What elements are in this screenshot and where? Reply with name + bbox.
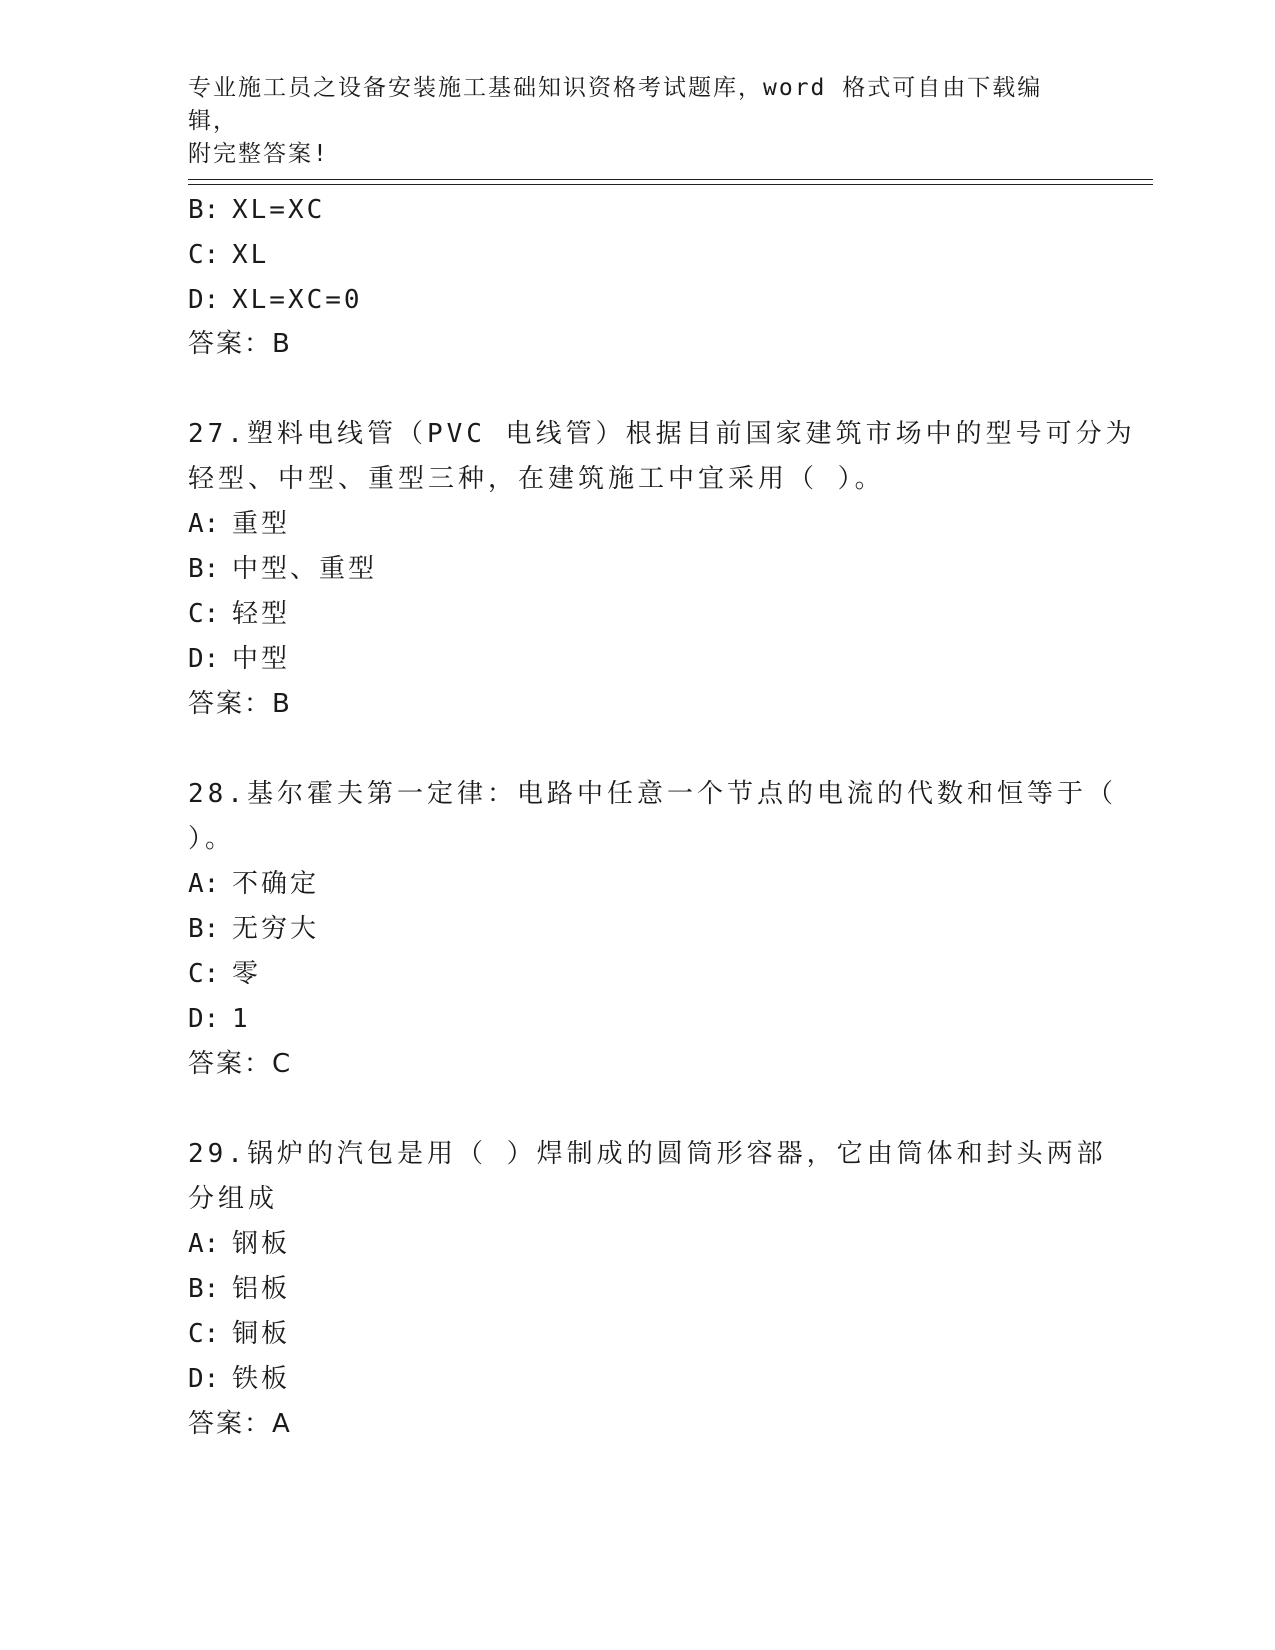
option-letter: C: xyxy=(188,959,220,989)
option-b xyxy=(188,194,325,226)
question-28-line-2: ）。 xyxy=(188,824,236,854)
option-d xyxy=(188,643,290,675)
option-text: 中型、重型 xyxy=(232,554,378,584)
option-text: XL=XC xyxy=(232,195,326,225)
answer-line: 答案：B xyxy=(188,689,292,719)
option-a xyxy=(188,508,290,540)
option-c xyxy=(188,239,269,271)
option-letter: B: xyxy=(188,1274,220,1304)
option-letter: D: xyxy=(188,1004,220,1034)
option-letter: C: xyxy=(188,599,220,629)
option-b xyxy=(188,1273,290,1305)
option-text: 铜板 xyxy=(232,1319,291,1349)
header-line-2: 附完整答案! xyxy=(188,141,329,167)
header-divider-top xyxy=(188,179,1153,180)
option-letter: C: xyxy=(188,1319,220,1349)
option-letter: B: xyxy=(188,554,220,584)
option-b xyxy=(188,913,319,945)
header-divider-bottom xyxy=(188,184,1153,185)
option-letter: A: xyxy=(188,509,220,539)
answer-line: 答案：C xyxy=(188,1049,293,1079)
document-header xyxy=(188,72,1088,171)
option-text: 钢板 xyxy=(232,1229,291,1259)
option-text: 无穷大 xyxy=(232,914,320,944)
question-27-line-2: 轻型、中型、重型三种，在建筑施工中宜采用（ ）。 xyxy=(188,464,885,494)
option-text: 铝板 xyxy=(232,1274,291,1304)
header-line-1: 专业施工员之设备安装施工基础知识资格考试题库，word 格式可自由下载编辑， xyxy=(188,75,1043,134)
option-c xyxy=(188,598,290,630)
option-d xyxy=(188,1003,251,1035)
option-text: XL xyxy=(232,240,270,270)
option-letter: B: xyxy=(188,195,220,225)
question-29-line-2: 分组成 xyxy=(188,1184,279,1214)
option-d xyxy=(188,1363,290,1395)
option-a xyxy=(188,1228,290,1260)
option-text: 重型 xyxy=(232,509,291,539)
option-text: 不确定 xyxy=(232,869,320,899)
option-letter: D: xyxy=(188,644,220,674)
option-letter: D: xyxy=(188,285,220,315)
question-29-line-1: 29.锅炉的汽包是用（ ）焊制成的圆筒形容器，它由筒体和封头两部 xyxy=(188,1139,1107,1169)
question-28-line-1: 28.基尔霍夫第一定律：电路中任意一个节点的电流的代数和恒等于（ xyxy=(188,779,1117,809)
answer-line: 答案：B xyxy=(188,329,292,359)
option-letter: A: xyxy=(188,1229,220,1259)
option-text: 铁板 xyxy=(232,1364,291,1394)
option-text: XL=XC=0 xyxy=(232,285,363,315)
question-27-line-1: 27.塑料电线管（PVC 电线管）根据目前国家建筑市场中的型号可分为 xyxy=(188,419,1136,449)
option-c xyxy=(188,1318,290,1350)
option-letter: C: xyxy=(188,240,220,270)
option-text: 轻型 xyxy=(232,599,291,629)
option-letter: D: xyxy=(188,1364,220,1394)
option-letter: B: xyxy=(188,914,220,944)
option-a xyxy=(188,868,319,900)
answer-line: 答案：A xyxy=(188,1409,292,1439)
option-text: 1 xyxy=(232,1004,251,1034)
option-d xyxy=(188,284,363,316)
option-c xyxy=(188,958,261,990)
option-text: 零 xyxy=(232,959,262,989)
option-text: 中型 xyxy=(232,644,291,674)
option-b xyxy=(188,553,377,585)
option-letter: A: xyxy=(188,869,220,899)
